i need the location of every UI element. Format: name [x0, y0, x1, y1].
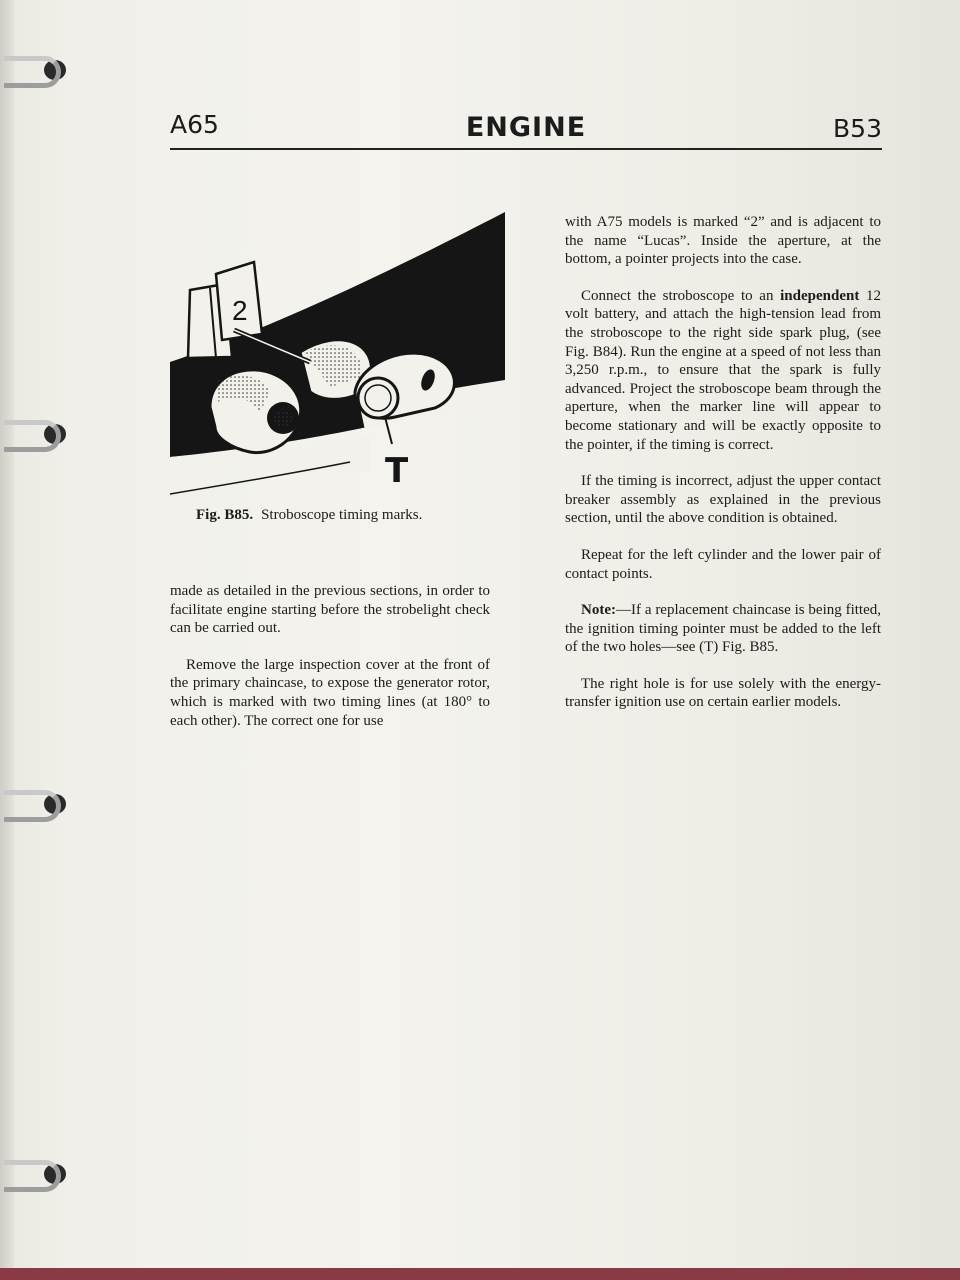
- timing-window: [358, 378, 398, 418]
- section-title: ENGINE: [465, 112, 587, 143]
- binder-ring: [4, 1156, 70, 1190]
- ring-loop: [4, 56, 61, 88]
- model-code: A65: [170, 110, 219, 139]
- page-number: B53: [833, 114, 882, 143]
- paragraph: Remove the large inspection cover at the front of the primary chaincase, to expose the generator rotor, which is marked with two timing lines (at 180° to each other). The correct one for use: [170, 656, 490, 729]
- paragraph: with A75 models is marked “2” and is adjacent to the name “Lucas”. Inside the aperture, at the bottom, a pointer projects into the case.: [565, 214, 881, 268]
- paragraph: The right hole is for use solely with the energy-transfer ignition use on certain earlier models.: [565, 675, 881, 711]
- binder-ring: [4, 786, 70, 820]
- note-label: Note:: [581, 602, 616, 619]
- emphasis-independent: independent: [780, 287, 860, 304]
- timing-mark-2: 2: [232, 295, 248, 326]
- paragraph: If the timing is incorrect, adjust the upper contact breaker assembly as explained in the previous section, until the above condition is obtained.: [565, 473, 881, 527]
- figure-number: Fig. B85.: [196, 507, 254, 523]
- page-header: [170, 108, 882, 150]
- right-text-column: [565, 213, 881, 730]
- paragraph: Connect the stroboscope to an independent 12 volt battery, and attach the high-tension lead from the stroboscope to the right side spark plug, (see Fig. B84). Run the engine at a speed of not less than 3,250 r.p.m., to ensure that the spark is fully advanced. Project the stroboscope beam through the aperture, when the marker line will appear to become stationary and will be exactly opposite to the pointer, if the timing is correct.: [565, 287, 881, 453]
- left-text-column: [170, 582, 490, 748]
- ring-loop: [4, 1160, 61, 1192]
- figure-caption-text: Stroboscope timing marks.: [261, 507, 423, 523]
- ring-loop: [4, 790, 61, 822]
- pointer-label-t: T: [385, 451, 409, 491]
- binder-ring: [4, 52, 70, 86]
- paragraph: made as detailed in the previous sections, in order to facilitate engine starting before the strobelight check can be carried out.: [170, 583, 490, 637]
- timing-marks-figure: [170, 212, 505, 502]
- ring-loop: [4, 420, 61, 452]
- figure-caption: [196, 507, 422, 524]
- page-edge: [0, 0, 14, 1268]
- paragraph: Repeat for the left cylinder and the lower pair of contact points.: [565, 546, 881, 582]
- binder-ring: [4, 416, 70, 450]
- note-paragraph: Note:—If a replacement chaincase is being fitted, the ignition timing pointer must be added to the left of the two holes—see (T) Fig. B85.: [565, 602, 881, 656]
